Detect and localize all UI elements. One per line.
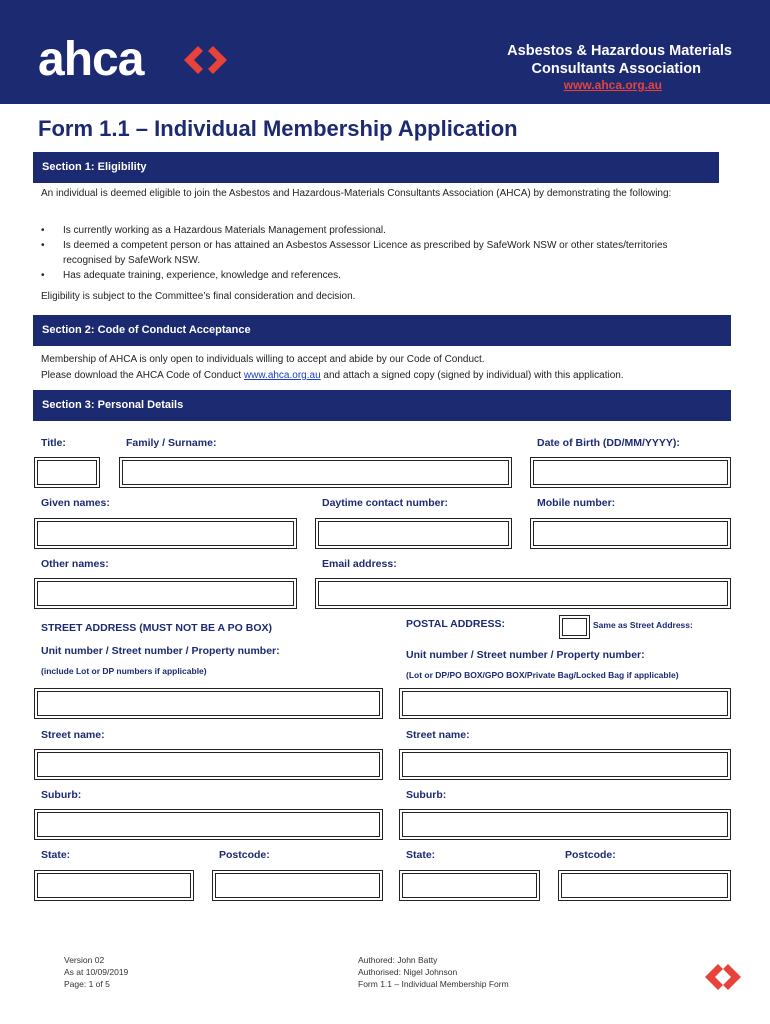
eligibility-list xyxy=(41,223,731,283)
org-name-line2: Consultants Association xyxy=(531,61,701,77)
surname-field[interactable] xyxy=(119,457,512,488)
other-names-field[interactable] xyxy=(34,578,297,609)
same-as-street-checkbox[interactable] xyxy=(559,615,590,639)
street-address-heading: STREET ADDRESS (MUST NOT BE A PO BOX) xyxy=(41,622,273,634)
form-title: Form 1.1 – Individual Membership Application xyxy=(38,116,518,141)
title-field[interactable] xyxy=(34,457,100,488)
section1-intro: An individual is deemed eligible to join the Asbestos and Hazardous-Materials Consultants Association (AHCA) by demonstrating the following: xyxy=(41,188,672,199)
email-field[interactable] xyxy=(315,578,731,609)
footer-middle xyxy=(358,954,509,990)
code-of-conduct-text-1: Membership of AHCA is only open to individuals willing to accept and abide by our Code of Conduct. xyxy=(41,354,485,365)
mobile-number-label: Mobile number: xyxy=(537,497,616,509)
same-as-street-label: Same as Street Address: xyxy=(593,620,693,630)
ahca-diamond-logo-icon xyxy=(178,40,236,80)
postal-address-heading: POSTAL ADDRESS: xyxy=(406,618,505,630)
daytime-number-field[interactable] xyxy=(315,518,512,549)
footer-left xyxy=(64,954,128,990)
eligibility-note: Eligibility is subject to the Committee’s final consideration and decision. xyxy=(41,291,356,302)
code-of-conduct-text-2: Please download the AHCA Code of Conduct www.ahca.org.au and attach a signed copy (signed by individual) with this application. xyxy=(41,370,624,381)
postal-street-name-label: Street name: xyxy=(406,729,470,741)
postal-street-name-field[interactable] xyxy=(399,749,731,780)
postcode-label: Postcode: xyxy=(219,849,270,861)
suburb-label: Suburb: xyxy=(41,789,82,801)
suburb-field[interactable] xyxy=(34,809,383,840)
dob-label: Date of Birth (DD/MM/YYYY): xyxy=(537,437,680,449)
list-item: • Is deemed a competent person or has attained an Asbestos Assessor Licence as prescribed by SafeWork NSW or other states/territories recognised by SafeWork NSW. xyxy=(41,240,668,266)
form-name-text: Form 1.1 – Individual Membership Form xyxy=(358,979,509,989)
version-text: Version 02 xyxy=(64,955,105,965)
ahca-logo-text: ahca xyxy=(38,33,144,86)
given-names-field[interactable] xyxy=(34,518,297,549)
mobile-number-field[interactable] xyxy=(530,518,731,549)
section3-header: Section 3: Personal Details xyxy=(33,390,731,421)
postal-postcode-label: Postcode: xyxy=(565,849,616,861)
dob-field[interactable] xyxy=(530,457,731,488)
list-item: • Is currently working as a Hazardous Materials Management professional. xyxy=(41,225,386,236)
postal-state-field[interactable] xyxy=(399,870,540,901)
email-label: Email address: xyxy=(322,558,397,570)
street-unit-note: (include Lot or DP numbers if applicable) xyxy=(41,666,207,676)
state-field[interactable] xyxy=(34,870,194,901)
postal-unit-label: Unit number / Street number / Property number: xyxy=(406,649,645,661)
postcode-field[interactable] xyxy=(212,870,383,901)
other-names-label: Other names: xyxy=(41,558,109,570)
surname-label: Family / Surname: xyxy=(126,437,217,449)
org-name-line1: Asbestos & Hazardous Materials xyxy=(507,43,732,59)
section1-header: Section 1: Eligibility xyxy=(33,152,719,183)
org-website-link[interactable]: www.ahca.org.au xyxy=(563,78,662,92)
code-of-conduct-link[interactable]: www.ahca.org.au xyxy=(243,370,321,381)
postal-postcode-field[interactable] xyxy=(558,870,731,901)
given-names-label: Given names: xyxy=(41,497,110,509)
street-unit-label: Unit number / Street number / Property number: xyxy=(41,645,280,657)
street-name-field[interactable] xyxy=(34,749,383,780)
postal-state-label: State: xyxy=(406,849,436,861)
section2-header: Section 2: Code of Conduct Acceptance xyxy=(33,315,731,346)
postal-suburb-label: Suburb: xyxy=(406,789,447,801)
date-text: As at 10/09/2019 xyxy=(64,967,129,977)
footer-diamond-logo-icon xyxy=(703,958,743,996)
page-number: Page: 1 of 5 xyxy=(64,979,110,989)
daytime-number-label: Daytime contact number: xyxy=(322,497,449,509)
list-item: • Has adequate training, experience, knowledge and references. xyxy=(41,270,341,281)
authorised-text: Authorised: Nigel Johnson xyxy=(358,967,458,977)
state-label: State: xyxy=(41,849,71,861)
street-name-label: Street name: xyxy=(41,729,105,741)
authored-text: Authored: John Batty xyxy=(358,955,438,965)
title-label: Title: xyxy=(41,437,66,449)
postal-unit-note: (Lot or DP/PO BOX/GPO BOX/Private Bag/Locked Bag if applicable) xyxy=(406,670,679,680)
postal-unit-field[interactable] xyxy=(399,688,731,719)
postal-suburb-field[interactable] xyxy=(399,809,731,840)
street-unit-field[interactable] xyxy=(34,688,383,719)
